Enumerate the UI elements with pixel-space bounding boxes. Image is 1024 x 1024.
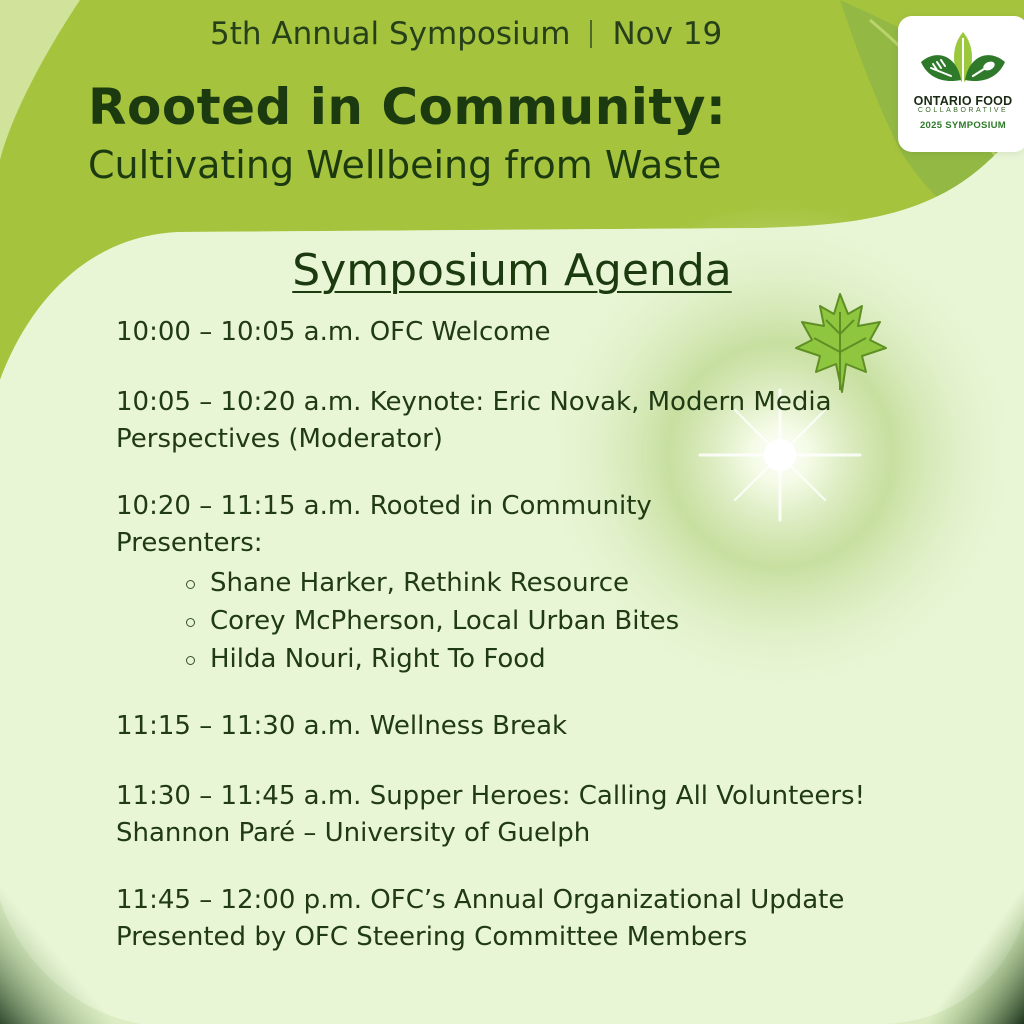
- agenda-item: [116, 314, 550, 351]
- agenda-item-line: Presenters:: [116, 528, 263, 558]
- sprout-fork-spoon-icon: [917, 28, 1009, 90]
- agenda-item-line: 11:30 – 11:45 a.m. Supper Heroes: Calling All Volunteers!: [116, 781, 865, 811]
- bullet-icon: [186, 618, 195, 627]
- event-line: [210, 16, 722, 52]
- page-title: Rooted in Community:: [88, 78, 727, 136]
- presenter-name: Shane Harker, Rethink Resource: [210, 568, 629, 598]
- page-subtitle: Cultivating Wellbeing from Waste: [88, 143, 722, 187]
- presenter-list: [186, 564, 679, 678]
- list-item: [186, 640, 679, 678]
- presenter-name: Corey McPherson, Local Urban Bites: [210, 606, 680, 636]
- agenda-item-line: 11:15 – 11:30 a.m. Wellness Break: [116, 711, 568, 741]
- list-item: [186, 602, 679, 640]
- maple-leaf-icon: [792, 292, 888, 396]
- separator: [590, 20, 592, 48]
- agenda-item-line: Shannon Paré – University of Guelph: [116, 818, 591, 848]
- event-date: Nov 19: [612, 16, 723, 52]
- agenda-item-line: 11:45 – 12:00 p.m. OFC’s Annual Organizational Update: [116, 885, 845, 915]
- logo-brand: ONTARIO FOOD: [913, 94, 1013, 108]
- agenda-item: [116, 882, 844, 956]
- logo: [898, 16, 1024, 152]
- logo-symposium: 2025 SYMPOSIUM: [919, 120, 1007, 131]
- agenda-item-line: 10:20 – 11:15 a.m. Rooted in Community: [116, 491, 652, 521]
- agenda-item: [116, 708, 567, 745]
- agenda-item-line: Perspectives (Moderator): [116, 424, 443, 454]
- agenda-item-line: Presented by OFC Steering Committee Members: [116, 922, 748, 952]
- agenda-item: [116, 778, 865, 852]
- logo-brand-sub: COLLABORATIVE: [917, 107, 1009, 114]
- event-name: 5th Annual Symposium: [210, 16, 571, 52]
- presenter-name: Hilda Nouri, Right To Food: [210, 644, 546, 674]
- agenda-heading: Symposium Agenda: [292, 245, 732, 296]
- agenda-item-line: 10:00 – 10:05 a.m. OFC Welcome: [116, 317, 551, 347]
- agenda-item: [116, 384, 832, 458]
- agenda-item-line: 10:05 – 10:20 a.m. Keynote: Eric Novak, Modern Media: [116, 387, 832, 417]
- bullet-icon: [186, 656, 195, 665]
- bullet-icon: [186, 580, 195, 589]
- list-item: [186, 564, 679, 602]
- agenda-item: [116, 488, 652, 562]
